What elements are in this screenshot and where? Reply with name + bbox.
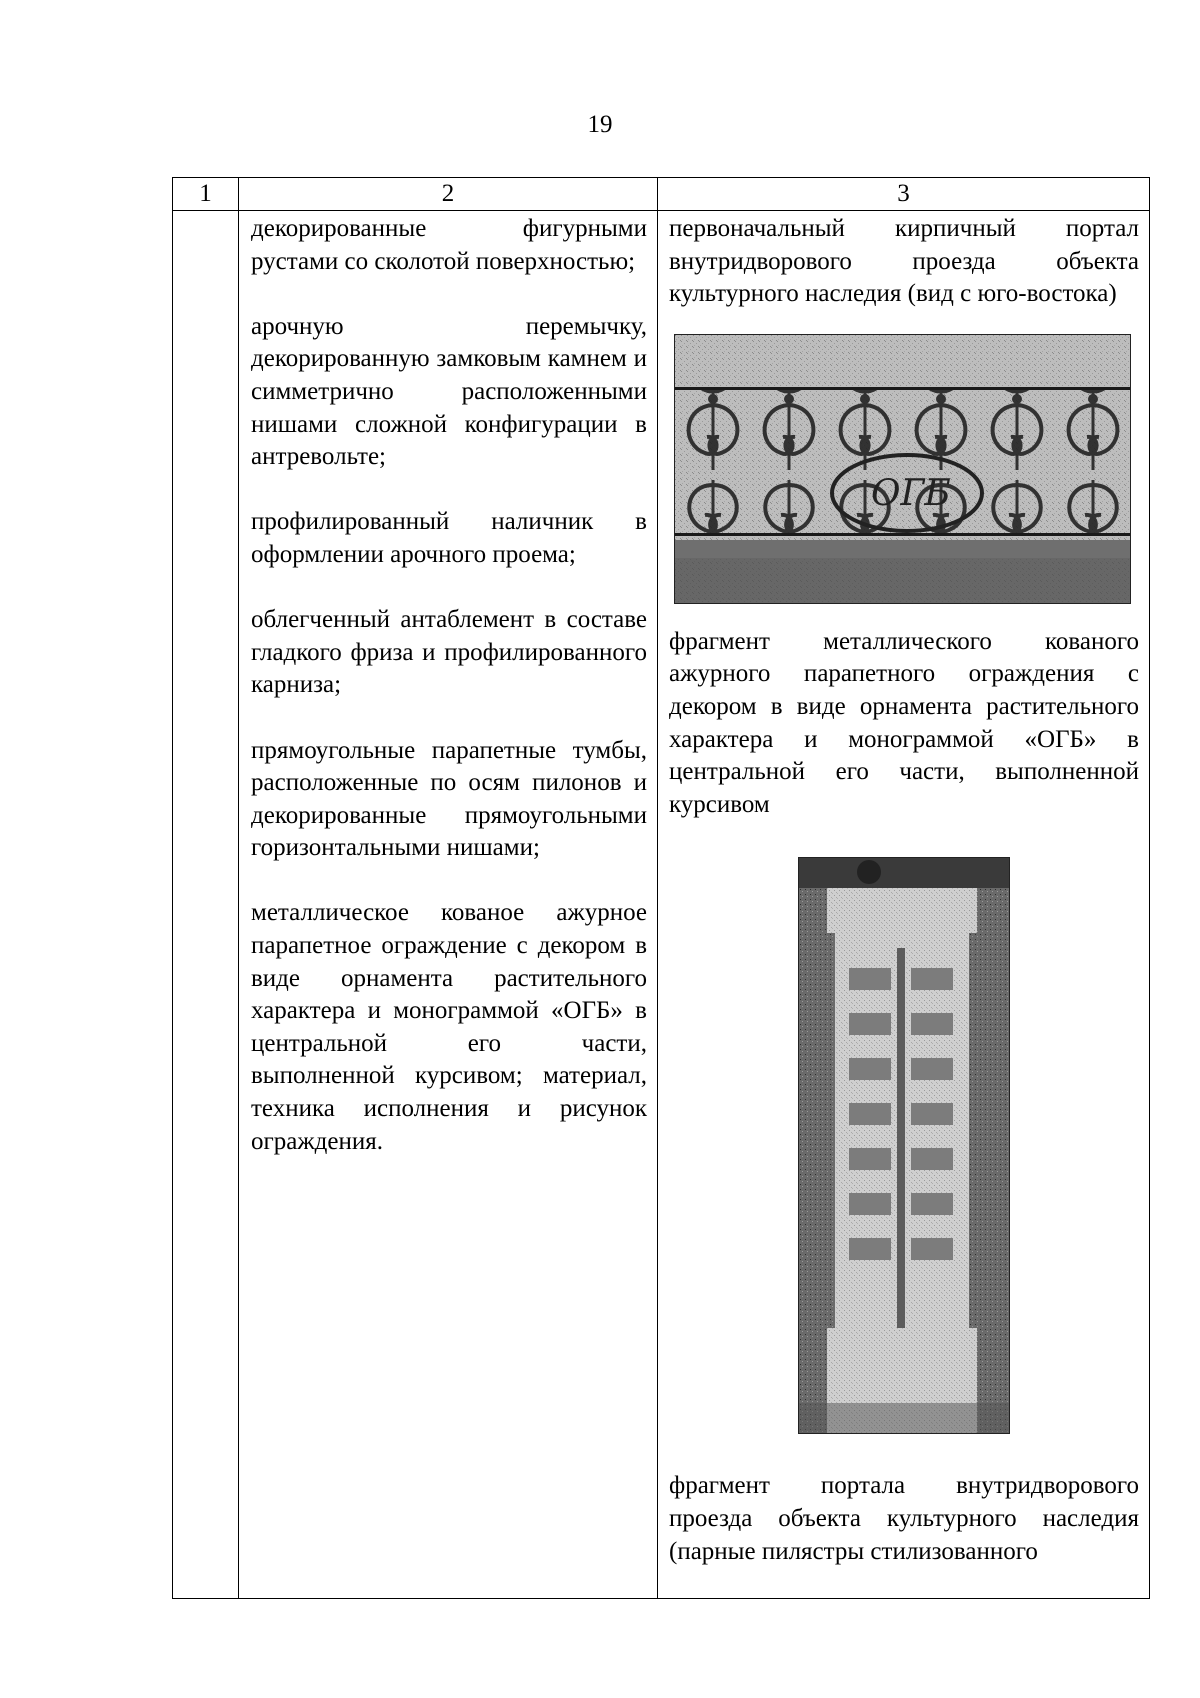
header-col-3: 3 xyxy=(658,178,1150,211)
body-col-3 xyxy=(658,211,1150,1599)
header-col-2: 2 xyxy=(239,178,658,211)
body-col-2 xyxy=(239,211,658,1599)
caption-pilasters: фрагмент портала внутридворового проезда объекта культурного наследия (парные пилястры стилизованного xyxy=(669,1472,1139,1565)
page-number: 19 xyxy=(587,111,613,138)
caption-portal-top: первоначальный кирпичный портал внутридворового проезда объекта культурного наследия (вид с юго-востока) xyxy=(669,215,1139,308)
fence-photo xyxy=(669,334,1139,604)
header-col-1: 1 xyxy=(173,178,239,211)
fence-monogram: ОГБ xyxy=(871,472,951,514)
table-header-row xyxy=(173,178,1150,211)
item-paragraph: профилированный наличник в оформлении арочного проема; xyxy=(251,508,647,568)
item-paragraph: облегченный антаблемент в составе гладкого фриза и профилированного карниза; xyxy=(251,606,647,699)
item-paragraph: металлическое кованое ажурное парапетное ограждение с декором в виде орнамента растительного характера и монограммой «ОГБ» в центральной его части, выполненной курсивом; материал, техника исполнения и рисунок ограждения. xyxy=(251,899,647,1155)
pilaster-photo-image xyxy=(798,857,1010,1434)
pilaster-photo xyxy=(669,857,1139,1434)
table-body-row xyxy=(173,211,1150,1599)
item-paragraph: арочную перемычку, декорированную замковым камнем и симметрично расположенными нишами сложной конфигурации в антревольте; xyxy=(251,312,647,471)
heritage-table xyxy=(172,177,1150,1599)
fence-photo-image xyxy=(674,334,1131,604)
body-col-1 xyxy=(173,211,239,1599)
item-paragraph: прямоугольные парапетные тумбы, расположенные по осям пилонов и декорированные прямоугольными горизонтальными нишами; xyxy=(251,736,647,862)
caption-fence: фрагмент металлического кованого ажурного парапетного ограждения с декором в виде орнамента растительного характера и монограммой «ОГБ» в центральной его части, выполненной курсивом xyxy=(669,627,1139,818)
item-paragraph: декорированные фигурными рустами со сколотой поверхностью; xyxy=(251,215,647,275)
